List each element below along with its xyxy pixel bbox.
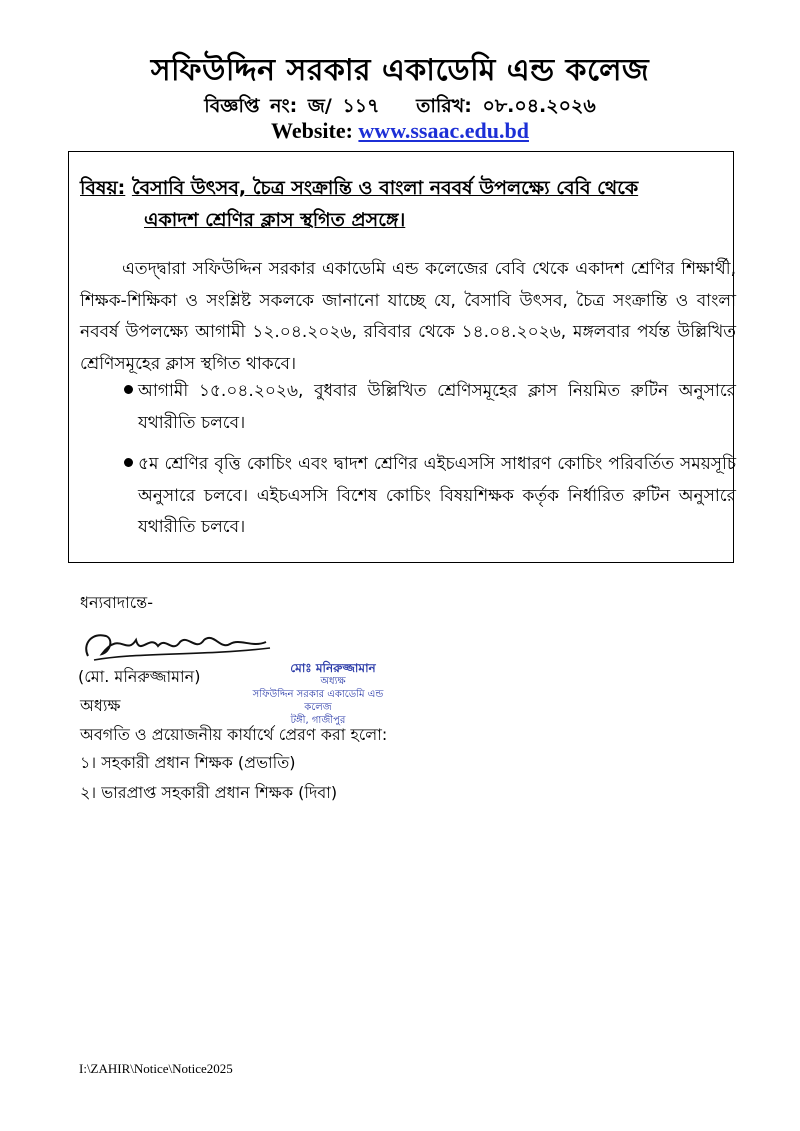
seal-name: মোঃ মনিরুজ্জামান [290, 661, 376, 675]
subject-label: বিষয়: [80, 177, 126, 199]
bullet-text: ৫ম শ্রেণির বৃত্তি কোচিং এবং দ্বাদশ শ্রেণির এইচএসসি সাধারণ কোচিং পরিবর্তিত সময়সূচি অনুসারে চলবে। এইচএসসি বিশেষ কোচিং বিষয়শিক্ষক কর্তৃক নির্ধারিত রুটিন অনুসারে যথারীতি চলবে। [138, 454, 736, 537]
website-link[interactable]: www.ssaac.edu.bd [358, 118, 529, 143]
notice-body: এতদ্দ্বারা সফিউদ্দিন সরকার একাডেমি এন্ড কলেজের বেবি থেকে একাদশ শ্রেণির শিক্ষার্থী, শিক্ষক-শিক্ষিকা ও সংশ্লিষ্ট সকলকে জানানো যাচ্ছে যে, বৈসাবি উৎসব, চৈত্র সংক্রান্তি ও বাংলা নববর্ষ উপলক্ষ্যে আগামী ১২.০৪.২০২৬, রবিবার থেকে ১৪.০৪.২০২৬, মঙ্গলবার পর্যন্ত উল্লিখিত শ্রেণিসমূহের ক্লাস স্থগিত থাকবে। [80, 259, 736, 374]
signatory-designation: অধ্যক্ষ [80, 696, 121, 715]
seal-location: টঙ্গী, গাজীপুর [290, 715, 346, 726]
closing-thanks: ধন্যবাদান্তে- [80, 593, 153, 612]
official-seal [178, 662, 398, 727]
file-path: I:\ZAHIR\Notice\Notice2025 [79, 1061, 233, 1076]
seal-designation: অধ্যক্ষ [320, 676, 346, 687]
seal-institution: সফিউদ্দিন সরকার একাডেমি এন্ড কলেজ [252, 689, 384, 713]
memo-label: বিজ্ঞপ্তি নং: [204, 95, 298, 117]
list-item: ১। সহকারী প্রধান শিক্ষক (প্রভাতি) [80, 753, 296, 772]
bullet-icon [124, 385, 133, 394]
subject-line-2: একাদশ শ্রেণির ক্লাস স্থগিত প্রসঙ্গে। [144, 209, 406, 231]
distribution-list [80, 748, 337, 808]
list-item [80, 449, 736, 544]
institution-title: সফিউদ্দিন সরকার একাডেমি এন্ড কলেজ [150, 53, 650, 88]
bullet-text: আগামী ১৫.০৪.২০২৬, বুধবার উল্লিখিত শ্রেণিসমূহের ক্লাস নিয়মিত রুটিন অনুসারে যথারীতি চলবে। [138, 381, 736, 433]
website-label: Website: [271, 118, 353, 143]
website-line [0, 118, 800, 144]
distribution-intro: অবগতি ও প্রয়োজনীয় কার্যার্থে প্রেরণ করা হলো: [80, 725, 388, 744]
date-label: তারিখ: [416, 95, 472, 117]
bullet-icon [124, 458, 133, 467]
subject-line-1: বৈসাবি উৎসব, চৈত্র সংক্রান্তি ও বাংলা নববর্ষ উপলক্ষ্যে বেবি থেকে [131, 177, 639, 199]
signatory-name: (মো. মনিরুজ্জামান) [78, 667, 201, 686]
list-item [80, 376, 736, 439]
memo-number: জ/ ১১৭ [307, 95, 380, 117]
list-item: ২। ভারপ্রাপ্ত সহকারী প্রধান শিক্ষক (দিবা) [80, 783, 338, 802]
notice-subject [80, 172, 740, 236]
notice-bullets [80, 376, 736, 554]
memo-date: ০৮.০৪.২০২৬ [482, 95, 596, 117]
